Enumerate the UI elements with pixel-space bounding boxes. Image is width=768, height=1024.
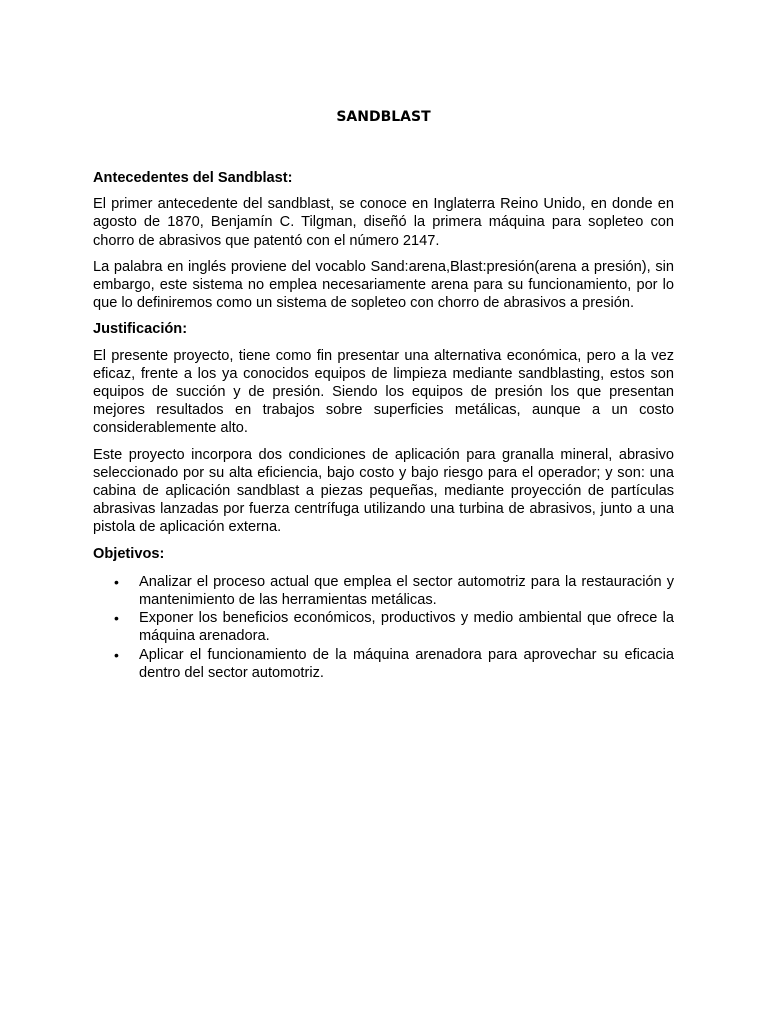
- document-body: [93, 169, 674, 682]
- bullet-icon: •: [114, 573, 119, 590]
- objective-text-3: Aplicar el funcionamiento de la máquina arenadora para aprovechar su eficacia dentro del sector automotriz.: [139, 646, 674, 681]
- section-heading-justificacion: Justificación:: [93, 321, 188, 338]
- list-item: [93, 573, 674, 609]
- document-title: SANDBLAST: [336, 109, 431, 125]
- objective-text-2: Exponer los beneficios económicos, productivos y medio ambiental que ofrece la máquina arenadora.: [139, 610, 674, 645]
- bullet-icon: •: [114, 646, 119, 663]
- objective-text-1: Analizar el proceso actual que emplea el sector automotriz para la restauración y mantenimiento de las herramientas metálicas.: [139, 573, 674, 609]
- paragraph-antecedentes-2: La palabra en inglés proviene del vocablo Sand:arena,Blast:presión(arena a presión), sin embargo, este sistema no emplea necesariamente arena para su funcionamiento, por lo que lo definiremos como un sistema de sopleteo con chorro de abrasivos a presión.: [93, 258, 674, 312]
- paragraph-justificacion-1: El presente proyecto, tiene como fin presentar una alternativa económica, pero a la vez eficaz, frente a los ya conocidos equipos de limpieza mediante sandblasting, estos son equipos de succión y de presión. Siendo los equipos de presión los que presentan mejores resultados en trabajos sobre superficies metálicas, aunque a un costo considerablemente alto.: [93, 347, 674, 437]
- section-heading-antecedentes: Antecedentes del Sandblast:: [93, 170, 293, 186]
- list-item: [93, 609, 674, 645]
- bullet-icon: •: [114, 610, 119, 627]
- paragraph-antecedentes-1: El primer antecedente del sandblast, se conoce en Inglaterra Reino Unido, en donde en agosto de 1870, Benjamín C. Tilgman, diseñó la primera máquina para sopleteo con chorro de abrasivos que patentó con el número 2147.: [93, 196, 674, 249]
- paragraph-justificacion-2: Este proyecto incorpora dos condiciones de aplicación para granalla mineral, abrasivo seleccionado por su alta eficiencia, bajo costo y bajo riesgo para el operador; y son: una cabina de aplicación sandblast a piezas pequeñas, mediante proyección de partículas abrasivas lanzadas por fuerza centrífuga utilizando una turbina de abrasivos, junto a una pistola de aplicación externa.: [93, 446, 674, 536]
- section-justificacion: [93, 320, 674, 536]
- section-antecedentes: [93, 169, 674, 312]
- section-heading-objetivos: Objetivos:: [93, 545, 165, 562]
- list-item: [93, 646, 674, 682]
- objectives-list: [93, 573, 674, 682]
- section-objetivos: [93, 545, 674, 682]
